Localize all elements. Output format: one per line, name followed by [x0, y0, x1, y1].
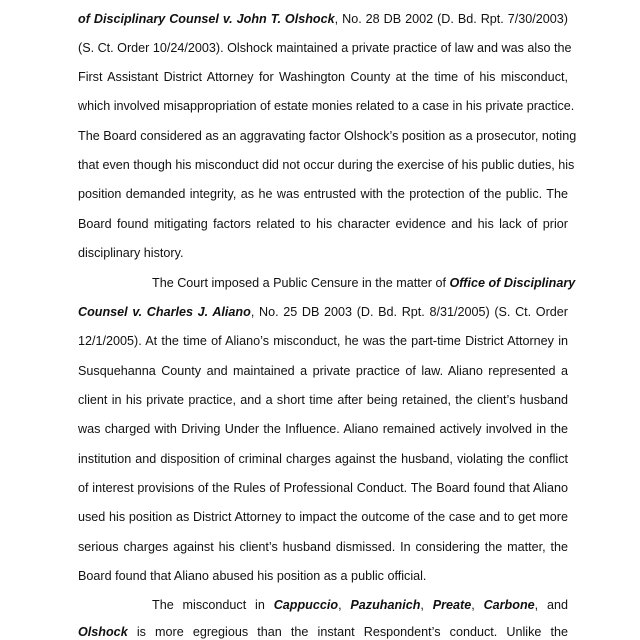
paragraph-2-line-7	[78, 451, 568, 467]
case-name-carbone: Carbone	[483, 598, 535, 612]
line-text: Susquehanna County and maintained a private practice of law. Aliano represented a	[78, 364, 568, 378]
paragraph-2-line-4	[78, 363, 568, 379]
line-text: The Court imposed a Public Censure in the matter of	[152, 276, 450, 290]
line-text: which involved misappropriation of estate monies related to a case in his private practice.	[78, 99, 575, 113]
paragraph-2-line-5	[78, 392, 568, 408]
line-text: that even though his misconduct did not occur during the exercise of his public duties, his	[78, 158, 575, 172]
paragraph-1-line-8	[78, 216, 568, 232]
line-text: ,	[471, 598, 484, 612]
case-name-pazuhanich: Pazuhanich	[350, 598, 421, 612]
line-text: institution and disposition of criminal charges against the husband, violating the conflict	[78, 452, 568, 466]
line-text: Board found mitigating factors related to his character evidence and his lack of prior	[78, 217, 568, 231]
line-text: client in his private practice, and a short time after being retained, the client’s husband	[78, 393, 568, 407]
line-text: , and	[534, 598, 568, 612]
case-citation-aliano: Counsel v. Charles J. Aliano	[78, 305, 251, 319]
paragraph-3-line-1	[152, 597, 568, 613]
line-text: disciplinary history.	[78, 246, 184, 260]
paragraph-2-line-2	[78, 304, 568, 320]
line-text: Board found that Aliano abused his position as a public official.	[78, 569, 427, 583]
case-citation-aliano: Office of Disciplinary	[449, 276, 576, 290]
line-text: First Assistant District Attorney for Washington County at the time of his misconduct,	[78, 70, 568, 84]
paragraph-1-line-1	[78, 11, 568, 27]
line-text: (S. Ct. Order 10/24/2003). Olshock maintained a private practice of law and was also the	[78, 41, 572, 55]
paragraph-2-line-9	[78, 509, 568, 525]
line-text: is more egregious than the instant Respondent’s conduct. Unlike the	[127, 625, 568, 639]
line-text: The misconduct in	[152, 598, 274, 612]
paragraph-2-line-10	[78, 539, 568, 555]
case-name-olshock: Olshock	[78, 625, 128, 639]
line-text: was charged with Driving Under the Influence. Aliano remained actively involved in the	[78, 422, 568, 436]
paragraph-1-line-5	[78, 128, 577, 144]
line-text: , No. 25 DB 2003 (D. Bd. Rpt. 8/31/2005) (S. Ct. Order	[250, 305, 569, 319]
paragraph-2-line-3	[78, 333, 568, 349]
paragraph-1-line-4	[78, 98, 575, 114]
line-text: ,	[420, 598, 433, 612]
line-text: of interest provisions of the Rules of Professional Conduct. The Board found that Aliano	[78, 481, 568, 495]
case-citation-olshock: of Disciplinary Counsel v. John T. Olshock	[78, 12, 335, 26]
case-name-preate: Preate	[432, 598, 472, 612]
line-text: 12/1/2005). At the time of Aliano’s misconduct, he was the part-time District Attorney in	[78, 334, 568, 348]
paragraph-1-line-2	[78, 40, 572, 56]
paragraph-2-line-1	[152, 275, 576, 291]
line-text: used his position as District Attorney to impact the outcome of the case and to get more	[78, 510, 568, 524]
case-name-cappuccio: Cappuccio	[273, 598, 339, 612]
line-text: ,	[338, 598, 351, 612]
paragraph-1-line-9	[78, 245, 568, 261]
paragraph-1-line-6	[78, 157, 575, 173]
paragraph-2-line-8	[78, 480, 568, 496]
paragraph-2-line-6	[78, 421, 568, 437]
paragraph-1-line-7	[78, 186, 568, 202]
paragraph-3-line-2	[78, 624, 568, 640]
line-text: position demanded integrity, as he was entrusted with the protection of the public. The	[78, 187, 568, 201]
line-text: The Board considered as an aggravating factor Olshock’s position as a prosecutor, noting	[78, 129, 577, 143]
line-text: , No. 28 DB 2002 (D. Bd. Rpt. 7/30/2003)	[334, 12, 568, 26]
paragraph-1-line-3	[78, 69, 568, 85]
line-text: serious charges against his client’s husband dismissed. In considering the matter, the	[78, 540, 568, 554]
paragraph-2-line-11	[78, 568, 568, 584]
